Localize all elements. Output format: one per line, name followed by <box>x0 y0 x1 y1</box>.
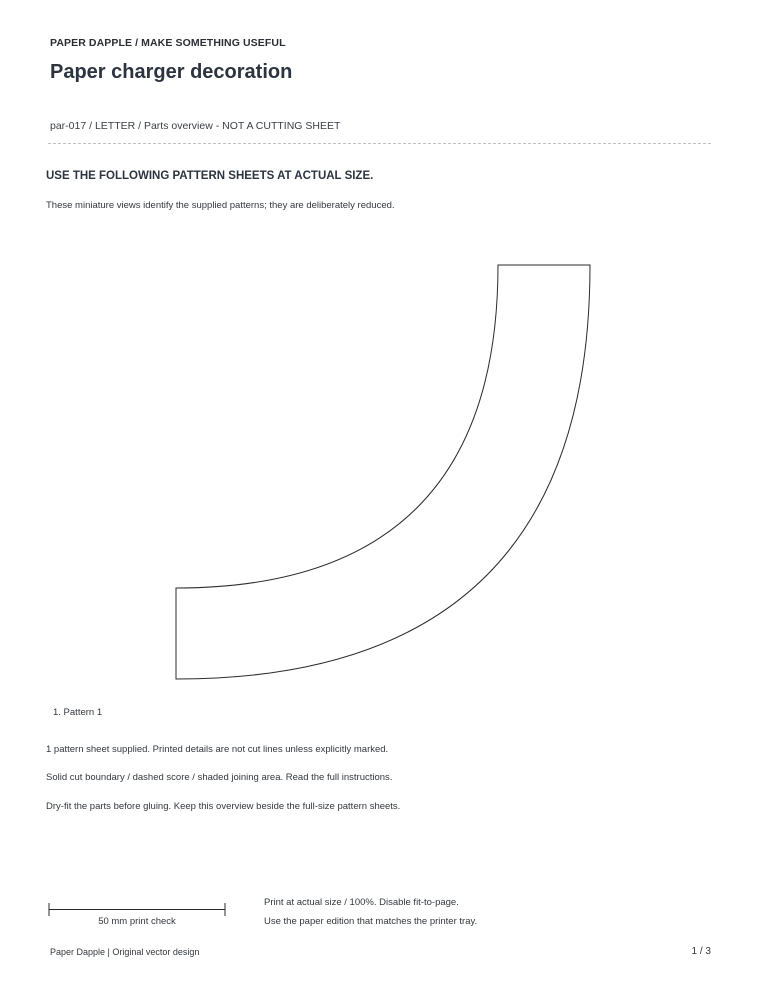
note-line: 1 pattern sheet supplied. Printed details are not cut lines unless explicitly marked. <box>46 744 389 755</box>
print-note: Print at actual size / 100%. Disable fit-to-page. <box>264 897 459 908</box>
print-note: Use the paper edition that matches the printer tray. <box>264 916 478 927</box>
pattern-1-shape <box>176 265 590 679</box>
footer-credit: Paper Dapple | Original vector design <box>50 947 200 957</box>
section-heading: USE THE FOLLOWING PATTERN SHEETS AT ACTUAL SIZE. <box>46 170 374 182</box>
note-line: Solid cut boundary / dashed score / shaded joining area. Read the full instructions. <box>46 772 393 783</box>
document-meta: par-017 / LETTER / Parts overview - NOT A CUTTING SHEET <box>50 120 341 132</box>
pattern-caption: 1. Pattern 1 <box>53 707 103 718</box>
page-title: Paper charger decoration <box>50 61 293 83</box>
scale-label: 50 mm print check <box>98 916 176 927</box>
page-number: 1 / 3 <box>691 946 711 957</box>
section-subtext: These miniature views identify the supplied patterns; they are deliberately reduced. <box>46 200 395 211</box>
brand-breadcrumb: PAPER DAPPLE / MAKE SOMETHING USEFUL <box>50 37 286 49</box>
note-line: Dry-fit the parts before gluing. Keep this overview beside the full-size pattern sheets. <box>46 801 401 812</box>
